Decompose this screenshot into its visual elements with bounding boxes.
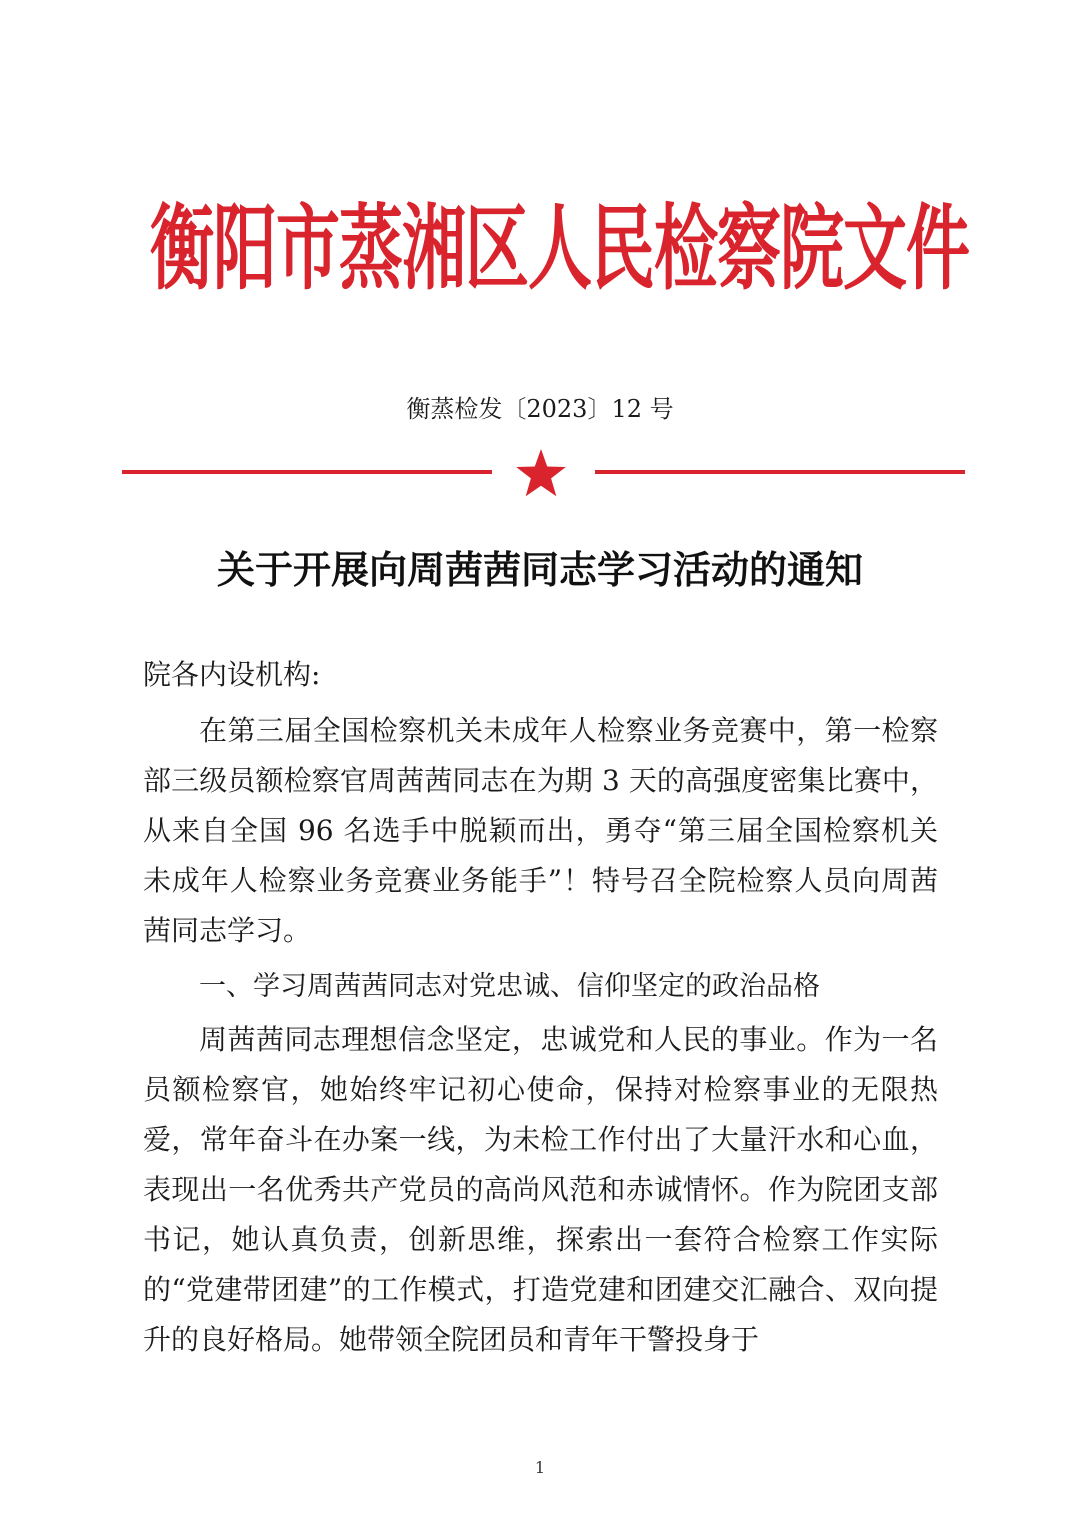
red-star-icon xyxy=(515,448,567,498)
body-paragraph: 周茜茜同志理想信念坚定，忠诚党和人民的事业。作为一名员额检察官，她始终牢记初心使命，保持对检察事业的无限热爱，常年奋斗在办案一线，为未检工作付出了大量汗水和心血，表现出一名优秀共产党员的高尚风范和赤诚情怀。作为院团支部书记，她认真负责，创新思维，探索出一套符合检察工作实际的“党建带团建”的工作模式，打造党建和团建交汇融合、双向提升的良好格局。她带领全院团员和青年干警投身于 xyxy=(143,1023,938,1356)
section-heading: 一、学习周茜茜同志对党忠诚、信仰坚定的政治品格 xyxy=(199,971,820,1002)
document-number: 衡蒸检发〔2023〕12 号 xyxy=(406,395,674,423)
page-number: 1 xyxy=(534,1458,546,1477)
document-title: 关于开展向周茜茜同志学习活动的通知 xyxy=(216,547,863,592)
masthead-title: 衡阳市蒸湘区人民检察院文件 xyxy=(150,194,969,304)
red-divider-right xyxy=(595,470,965,474)
red-divider-left xyxy=(122,470,492,474)
body-paragraph: 在第三届全国检察机关未成年人检察业务竞赛中，第一检察部三级员额检察官周茜茜同志在为期 3 天的高强度密集比赛中，从来自全国 96 名选手中脱颖而出，勇夺“第三届全国检察机关未成年人检察业务竞赛业务能手”！特号召全院检察人员向周茜茜同志学习。 xyxy=(143,714,938,947)
salutation: 院各内设机构: xyxy=(143,658,321,691)
